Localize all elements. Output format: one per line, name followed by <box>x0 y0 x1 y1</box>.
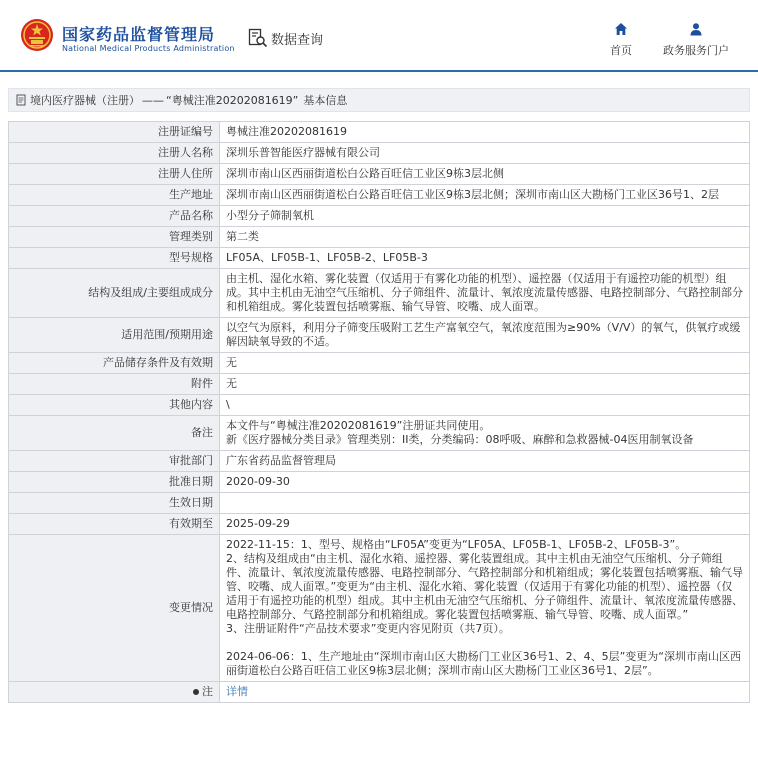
table-row <box>9 269 750 318</box>
field-label: 其他内容 <box>9 395 220 416</box>
data-query-label: 数据查询 <box>271 32 324 48</box>
field-label: 管理类别 <box>9 227 220 248</box>
field-label: 有效期至 <box>9 514 220 535</box>
table-row <box>9 164 750 185</box>
field-value <box>220 493 750 514</box>
nav-service-portal[interactable] <box>663 22 729 58</box>
field-label: 型号规格 <box>9 248 220 269</box>
note-label: 注 <box>202 685 213 698</box>
field-label: 产品名称 <box>9 206 220 227</box>
table-row <box>9 416 750 451</box>
bullet-icon <box>193 689 199 695</box>
field-label: 生产地址 <box>9 185 220 206</box>
field-value: 深圳市南山区西丽街道松白公路百旺信工业区9栋3层北侧 <box>220 164 750 185</box>
table-row <box>9 227 750 248</box>
field-value: 本文件与“粤械注准20202081619”注册证共同使用。 新《医疗器械分类目录》管理类别：II类，分类编码：08呼吸、麻醉和急救器械-04医用制氧设备 <box>220 416 750 451</box>
field-label: 注册人名称 <box>9 143 220 164</box>
field-label: 注册证编号 <box>9 122 220 143</box>
note-label-cell <box>9 682 220 703</box>
field-value: 深圳乐普智能医疗器械有限公司 <box>220 143 750 164</box>
field-value: 第二类 <box>220 227 750 248</box>
field-value: LF05A、LF05B-1、LF05B-2、LF05B-3 <box>220 248 750 269</box>
breadcrumb-suffix: 基本信息 <box>303 94 348 107</box>
breadcrumb <box>8 88 750 112</box>
field-label: 生效日期 <box>9 493 220 514</box>
nav-service-label: 政务服务门户 <box>663 44 729 57</box>
note-value-cell <box>220 682 750 703</box>
document-icon <box>15 94 27 106</box>
site-name-cn[interactable]: 国家药品监督管理局 <box>62 25 216 44</box>
document-search-icon <box>248 28 268 48</box>
field-value: 以空气为原料，利用分子筛变压吸附工艺生产富氧空气，氧浓度范围为≥90%（V/V）的氧气，供氧疗或缓解因缺氧导致的不适。 <box>220 318 750 353</box>
field-value: 小型分子筛制氧机 <box>220 206 750 227</box>
field-label: 结构及组成/主要组成成分 <box>9 269 220 318</box>
field-label: 产品储存条件及有效期 <box>9 353 220 374</box>
table-row <box>9 472 750 493</box>
field-value: 广东省药品监督管理局 <box>220 451 750 472</box>
nav-home[interactable] <box>610 22 632 58</box>
table-row <box>9 493 750 514</box>
table-row <box>9 143 750 164</box>
breadcrumb-separator: —— <box>142 93 164 107</box>
field-label: 附件 <box>9 374 220 395</box>
field-value: 2022-11-15：1、型号、规格由“LF05A”变更为“LF05A、LF05B-1、LF05B-2、LF05B-3”。 2、结构及组成由“由主机、湿化水箱、遥控器、雾化装置组成。其中主机由无油空气压缩机、分子筛组件、流量计、氧浓度流量传感器、电路控制部分、气路控制部分和机箱组成；雾化装置包括喷雾瓶、输气导管、咬嘴、成人面罩。”变更为“由主机、湿化水箱、雾化装置（仅适用于有雾化功能的机型）、遥控器（仅适用于有遥控功能的机型）组成。其中主机由无油空气压缩机、分子筛组件、流量计、氧浓度流量传感器、电路控制部分、气路控制部分和机箱组成。雾化装置包括喷雾瓶、输气导管、咬嘴、成人面罩。” 3、注册证附件“产品技术要求”变更内容见附页（共7页）。 2024-06-06：1、生产地址由“深圳市南山区大勘杨门工业区36号1、2、4、5层”变更为“深圳市南山区西丽街道松白公路百旺信工业区9栋3层北侧；深圳市南山区大勘杨门工业区36号1、2层”。 <box>220 535 750 682</box>
field-value: 由主机、湿化水箱、雾化装置（仅适用于有雾化功能的机型）、遥控器（仅适用于有遥控功能的机型）组成。其中主机由无油空气压缩机、分子筛组件、流量计、氧浓度流量传感器、电路控制部分、气路控制部分和机箱组成。雾化装置包括喷雾瓶、输气导管、咬嘴、成人面罩。 <box>220 269 750 318</box>
detail-link[interactable]: 详情 <box>226 685 248 698</box>
table-row <box>9 122 750 143</box>
home-icon <box>614 22 628 36</box>
field-value: 无 <box>220 374 750 395</box>
field-label: 适用范围/预期用途 <box>9 318 220 353</box>
field-value: 深圳市南山区西丽街道松白公路百旺信工业区9栋3层北侧；深圳市南山区大勘杨门工业区36号1、2层 <box>220 185 750 206</box>
field-value: 2025-09-29 <box>220 514 750 535</box>
nav-home-label: 首页 <box>610 44 632 57</box>
field-label: 批准日期 <box>9 472 220 493</box>
table-row <box>9 395 750 416</box>
table-row <box>9 353 750 374</box>
field-label: 备注 <box>9 416 220 451</box>
field-value: 无 <box>220 353 750 374</box>
field-value: 粤械注准20202081619 <box>220 122 750 143</box>
table-row <box>9 514 750 535</box>
table-row <box>9 451 750 472</box>
data-query-link[interactable] <box>248 28 323 48</box>
site-header <box>0 0 758 72</box>
breadcrumb-record-title: “粤械注准20202081619” <box>166 94 299 107</box>
table-row <box>9 682 750 703</box>
field-label: 变更情况 <box>9 535 220 682</box>
field-value: \ <box>220 395 750 416</box>
site-name-en: National Medical Products Administration <box>62 44 235 53</box>
field-value: 2020-09-30 <box>220 472 750 493</box>
table-row <box>9 206 750 227</box>
table-row <box>9 248 750 269</box>
user-icon <box>689 22 703 36</box>
table-row <box>9 185 750 206</box>
field-label: 注册人住所 <box>9 164 220 185</box>
detail-table <box>8 121 750 703</box>
breadcrumb-category[interactable]: 境内医疗器械（注册） <box>30 94 140 107</box>
table-row <box>9 318 750 353</box>
national-emblem-icon <box>20 18 54 52</box>
table-row <box>9 535 750 682</box>
field-label: 审批部门 <box>9 451 220 472</box>
table-row <box>9 374 750 395</box>
